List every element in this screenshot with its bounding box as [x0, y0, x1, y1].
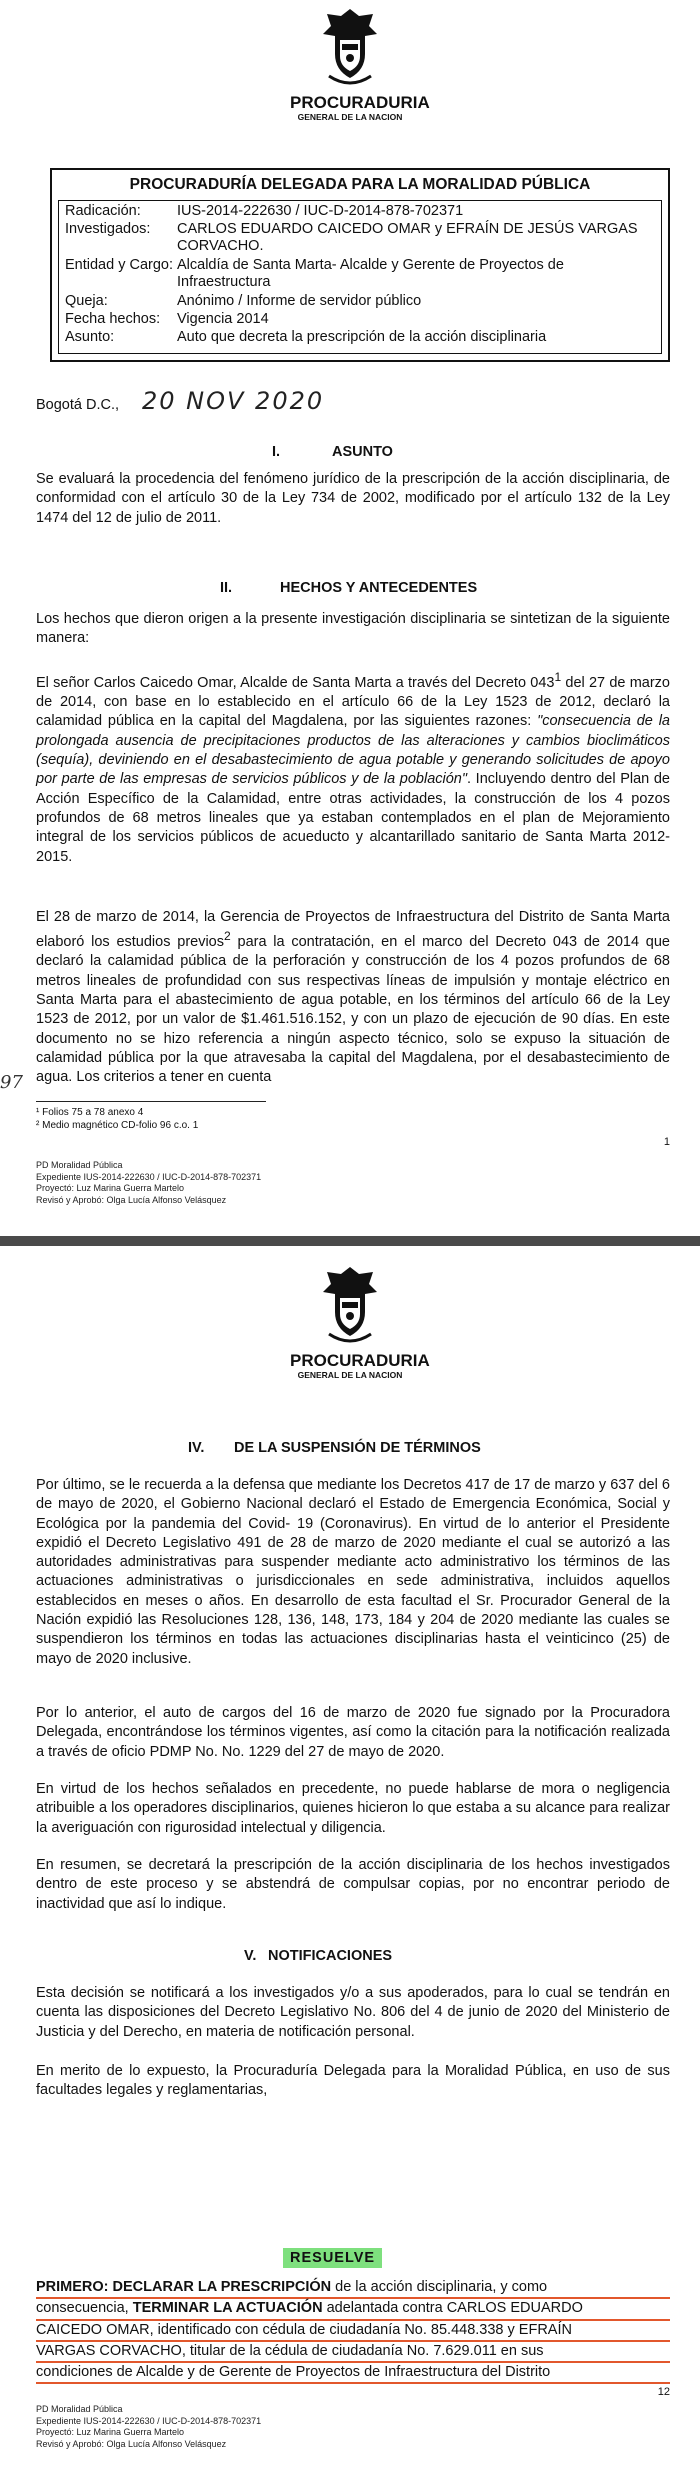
- footer-line-2: Expediente IUS-2014-222630 / IUC-D-2014-878-702371: [36, 1171, 262, 1182]
- footnote-1: ¹ Folios 75 a 78 anexo 4: [36, 1107, 144, 1118]
- section-number: V.: [244, 1948, 257, 1964]
- logo-subtitle: GENERAL DE LA NACION: [297, 1370, 403, 1380]
- section-title: NOTIFICACIONES: [268, 1948, 393, 1964]
- section-number: II.: [220, 580, 233, 596]
- coat-of-arms-icon: [315, 6, 385, 92]
- row-value: Alcaldía de Santa Marta- Alcalde y Gerente de Proyectos de Infraestructura: [177, 257, 564, 290]
- primero-bold-1: PRIMERO: DECLARAR LA PRESCRIPCIÓN: [36, 2279, 332, 2295]
- footer-line-3: Proyectó: Luz Marina Guerra Martelo: [36, 2427, 185, 2437]
- date-city: Bogotá D.C.,: [36, 397, 120, 413]
- row-value: IUS-2014-222630 / IUC-D-2014-878-702371: [177, 203, 464, 219]
- page-number: 12: [657, 2386, 670, 2398]
- coat-of-arms-icon: [315, 1264, 385, 1350]
- p1-text-a: El señor Carlos Caicedo Omar, Alcalde de Santa Marta a través del Decreto 043: [36, 674, 555, 691]
- row-label: Entidad y Cargo:: [65, 257, 174, 273]
- row-value: CARLOS EDUARDO CAICEDO OMAR y EFRAÍN DE JESÚS VARGAS CORVACHO.: [177, 221, 638, 254]
- row-label: Radicación:: [65, 203, 141, 219]
- section-title: DE LA SUSPENSIÓN DE TÉRMINOS: [234, 1440, 481, 1456]
- p1-text-c: . Incluyendo dentro del Plan de Acción Específico de la Calamidad, entre otras actividades, la construcción de los 4 pozos profundos de 68 metros lineales que ya estaban contemplados en el plan de Mejoramiento integral de los servicios públicos de acueducto y alcantarillado sanitario de Santa Marta 2012-2015.: [36, 771, 670, 865]
- footer-line-4: Revisó y Aprobó: Olga Lucía Alfonso Velásquez: [36, 2438, 227, 2449]
- section-heading-suspension: [188, 1440, 481, 1456]
- suspension-paragraph-4: En resumen, se decretará la prescripción de la acción disciplinaria de los hechos investigados dentro de este proceso y se abstendrá de compulsar copias, por no encontrar periodo de inactividad que así lo indique.: [36, 1857, 670, 1912]
- suspension-paragraph-1: Por último, se le recuerda a la defensa que mediante los Decretos 417 de 17 de marzo y 637 del 6 de mayo de 2020, el Gobierno Nacional declaró el Estado de Emergencia Económica, Social y Ecológica por la pandemia del Covid- 19 (Coronavirus). En virtud de lo anterior el Presidente expidió el Decreto Legislativo 491 de 28 de marzo de 2020 mediante el cual se autorizó a las autoridades administrativas para suspender mediante acto administrativo los términos de las actuaciones administrativas o jurisdiccionales en sede administrativa, incluidos aquellos establecidos en meses o años. En desarrollo de esta facultad el Sr. Procurador General de la Nación expidió las Resoluciones 128, 136, 148, 173, 184 y 204 de 2020 mediante las cuales se suspendieron los términos en todas las actuaciones disciplinarias hasta el veinticinco (25) de mayo de 2020 inclusive.: [36, 1477, 670, 1667]
- primero-line-1: [36, 2278, 670, 2299]
- section-number: IV.: [188, 1440, 205, 1456]
- section-heading-asunto: [272, 444, 393, 460]
- case-header-box: [50, 168, 670, 362]
- primero-text-2a: consecuencia,: [36, 2300, 133, 2317]
- case-details-table: [58, 200, 662, 354]
- section-heading-notificaciones: [244, 1948, 392, 1964]
- footer-line-4: Revisó y Aprobó: Olga Lucía Alfonso Velásquez: [36, 1194, 227, 1205]
- logo-name: PROCURADURIA: [290, 1351, 430, 1370]
- procuraduria-logo: [290, 1264, 430, 1380]
- hechos-paragraph-2: [36, 908, 670, 1088]
- section-title: HECHOS Y ANTECEDENTES: [280, 580, 478, 596]
- page-separator: [0, 1236, 700, 1246]
- logo-name: PROCURADURIA: [290, 93, 430, 112]
- page-number: 1: [663, 1136, 670, 1148]
- footer-line-2: Expediente IUS-2014-222630 / IUC-D-2014-878-702371: [36, 2415, 262, 2426]
- primero-line-4: VARGAS CORVACHO, titular de la cédula de ciudadanía No. 7.629.011 en sus: [36, 2342, 670, 2363]
- row-value: Auto que decreta la prescripción de la acción disciplinaria: [177, 329, 547, 345]
- primero-line-2: [36, 2299, 670, 2320]
- footer-line-1: PD Moralidad Pública: [36, 2404, 123, 2414]
- primero-text-1: de la acción disciplinaria, y como: [331, 2279, 548, 2295]
- primero-resolution: [36, 2278, 670, 2384]
- resuelve-heading: RESUELVE: [283, 2248, 382, 2268]
- row-value: Vigencia 2014: [177, 311, 269, 327]
- p1-quote: "consecuencia de la prolongada ausencia de precipitaciones productos de las alteraciones y cambios bioclimáticos (sequía), deviniendo en el desabastecimiento de agua potable y generando solicitudes de apoyo por parte de las empresas de servicios públicos y de la población": [36, 713, 670, 788]
- row-label: Queja:: [65, 293, 108, 309]
- footer-line-3: Proyectó: Luz Marina Guerra Martelo: [36, 1183, 185, 1193]
- handwritten-margin-mark: 97: [0, 1072, 23, 1093]
- footnote-divider: [36, 1101, 266, 1102]
- page-footer: [36, 2404, 261, 2450]
- footnote-ref-2: 2: [224, 929, 231, 944]
- p2-text-a: El 28 de marzo de 2014, la Gerencia de Proyectos de Infraestructura del Distrito de Santa Marta elaboró los estudios previos: [36, 909, 670, 951]
- section-heading-hechos: [220, 580, 477, 596]
- hechos-paragraph-1: [36, 668, 670, 867]
- suspension-paragraph-2: Por lo anterior, el auto de cargos del 16 de marzo de 2020 fue signado por la Procuradora Delegada, encontrándose los términos vigentes, así como la citación para la notificación realizada a través de oficio PDMP No. No. 1229 del 27 de mayo de 2020.: [36, 1705, 670, 1760]
- row-label: Asunto:: [65, 329, 115, 345]
- primero-text-2b: adelantada contra CARLOS EDUARDO: [322, 2300, 583, 2317]
- section-asunto-text: Se evaluará la procedencia del fenómeno jurídico de la prescripción de la acción disciplinaria, de conformidad con el artículo 30 de la Ley 734 de 2002, modificado por el artículo 132 de la Ley 1474 del 12 de julio de 2011.: [36, 471, 670, 526]
- header-title: PROCURADURÍA DELEGADA PARA LA MORALIDAD PÚBLICA: [129, 176, 591, 193]
- row-label: Investigados:: [65, 221, 151, 237]
- p1-text-b: del 27 de marzo de 2014, con base en lo establecido en el artículo 66 de la Ley 1523 de 2012, declaró la calamidad pública en la capital del Magdalena, por las siguientes razones:: [36, 674, 670, 730]
- primero-line-5: condiciones de Alcalde y de Gerente de Proyectos de Infraestructura del Distrito: [36, 2363, 670, 2384]
- section-title: ASUNTO: [332, 444, 393, 460]
- footnote-ref-1: 1: [554, 670, 562, 684]
- notificaciones-paragraph-1: Esta decisión se notificará a los investigados y/o a sus apoderados, para lo cual se tendrán en cuenta las disposiciones del Decreto Legislativo No. 806 del 4 de junio de 2020 del Ministerio de Justicia y del Derecho, en materia de notificación personal.: [36, 1985, 670, 2040]
- primero-bold-2: TERMINAR LA ACTUACIÓN: [132, 2300, 323, 2317]
- section-number: I.: [272, 444, 281, 460]
- handwritten-date: 20 NOV 2020: [142, 387, 325, 415]
- procuraduria-logo: [290, 6, 430, 122]
- hechos-intro: Los hechos que dieron origen a la presente investigación disciplinaria se sintetizan de la siguiente manera:: [36, 611, 670, 647]
- row-value: Anónimo / Informe de servidor público: [177, 293, 422, 309]
- notificaciones-paragraph-2: En merito de lo expuesto, la Procuraduría Delegada para la Moralidad Pública, en uso de sus facultades legales y reglamentarias,: [36, 2063, 670, 2099]
- footer-line-1: PD Moralidad Pública: [36, 1160, 123, 1170]
- logo-subtitle: GENERAL DE LA NACION: [297, 112, 403, 122]
- primero-line-3: CAICEDO OMAR, identificado con cédula de ciudadanía No. 85.448.338 y EFRAÍN: [36, 2321, 670, 2342]
- row-label: Fecha hechos:: [65, 311, 161, 327]
- page-footer: [36, 1160, 261, 1206]
- p2-text-b: para la contratación, en el marco del Decreto 043 de 2014 que declaró la calamidad pública de la perforación y construcción de los 4 pozos profundos de 68 metros lineales de profundidad con sus respectivas líneas de impulsión y montaje eléctrico en Santa Marta para el abastecimiento de agua potable, en los términos del artículo 66 de la Ley 1523 de 2012, por un valor de $1.461.516.152, y con un plazo de ejecución de 90 días. En este documento no se hizo referencia a ningún aspecto técnico, solo se expuso la situación de calamidad pública por la que atravesaba la capital del Magdalena, por el desabastecimiento de agua. Los criterios a tener en cuenta: [36, 934, 670, 1086]
- suspension-paragraph-3: En virtud de los hechos señalados en precedente, no puede hablarse de mora o negligencia atribuible a los operadores disciplinarios, quienes hicieron lo que estaba a su alcance para realizar la averiguación con rigurosidad intelectual y diligencia.: [36, 1781, 670, 1836]
- footnote-2: ² Medio magnético CD-folio 96 c.o. 1: [36, 1120, 199, 1131]
- footnotes: [36, 1106, 198, 1132]
